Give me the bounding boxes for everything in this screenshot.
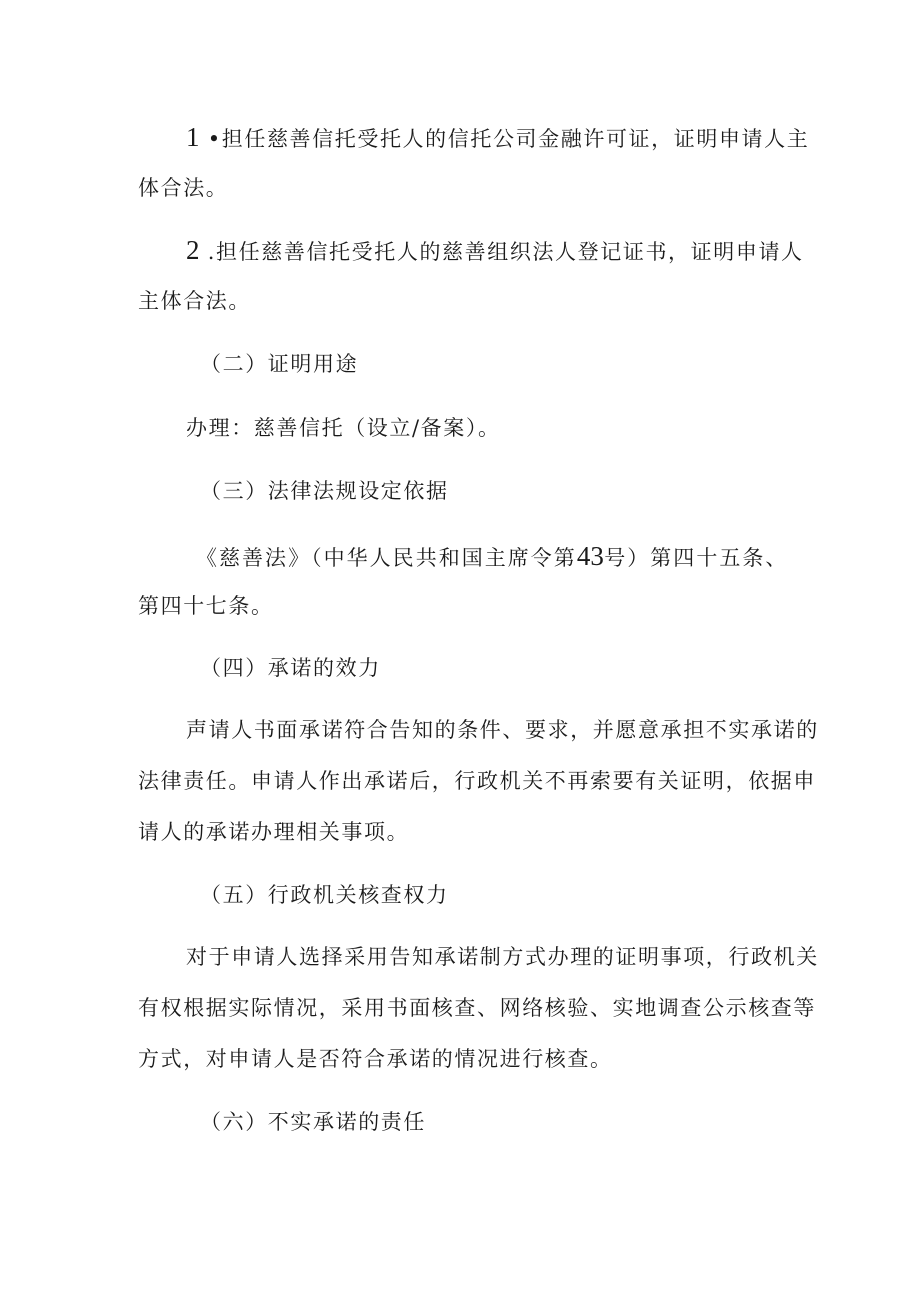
section-4-line-3: 请人的承诺办理相关事项。: [138, 820, 410, 844]
section-3-body-line-1: [196, 542, 788, 570]
section-2-heading: （二）证明用途: [200, 352, 359, 376]
section-5-heading: （五）行政机关核查权力: [200, 883, 449, 907]
item-1-number: 1: [186, 122, 200, 152]
section-4-line-2: 法律责任。申请人作出承诺后，行政机关不再索要有关证明，依据申: [138, 769, 816, 793]
item-2-line-1: [186, 235, 804, 265]
section-2-body: 办理：慈善信托（设立/备案）。: [186, 416, 501, 440]
item-2-line-2: 主体合法。: [138, 289, 251, 313]
section-5-line-2: 有权根据实际情况，采用书面核查、网络核验、实地调查公示核查等: [138, 996, 816, 1020]
section-5-line-3: 方式，对申请人是否符合承诺的情况进行核查。: [138, 1047, 613, 1071]
item-2-number: 2: [186, 235, 200, 265]
section-4-heading: （四）承诺的效力: [200, 656, 381, 680]
item-2-text: .担任慈善信托受托人的慈善组织法人登记证书，证明申请人: [199, 240, 804, 264]
section-3-body-line-2: 第四十七条。: [138, 594, 274, 618]
section-3-body-part-2: 号）第四十五条、: [603, 546, 788, 570]
section-3-body-part-1: 《慈善法》（中华人民共和国主席令第: [196, 546, 577, 570]
section-4-line-1: 声请人书面承诺符合告知的条件、要求，并愿意承担不实承诺的: [186, 718, 819, 742]
section-5-line-1: 对于申请人选择采用告知承诺制方式办理的证明事项，行政机关: [186, 945, 819, 969]
item-1-line-2: 体合法。: [138, 176, 229, 200]
section-3-heading: （三）法律法规设定依据: [200, 479, 449, 503]
section-6-heading: （六）不实承诺的责任: [200, 1110, 426, 1134]
item-1-text: •担任慈善信托受托人的信托公司金融许可证，证明申请人主: [199, 127, 810, 151]
section-3-order-number: 43: [576, 541, 604, 571]
item-1-line-1: [186, 122, 810, 152]
